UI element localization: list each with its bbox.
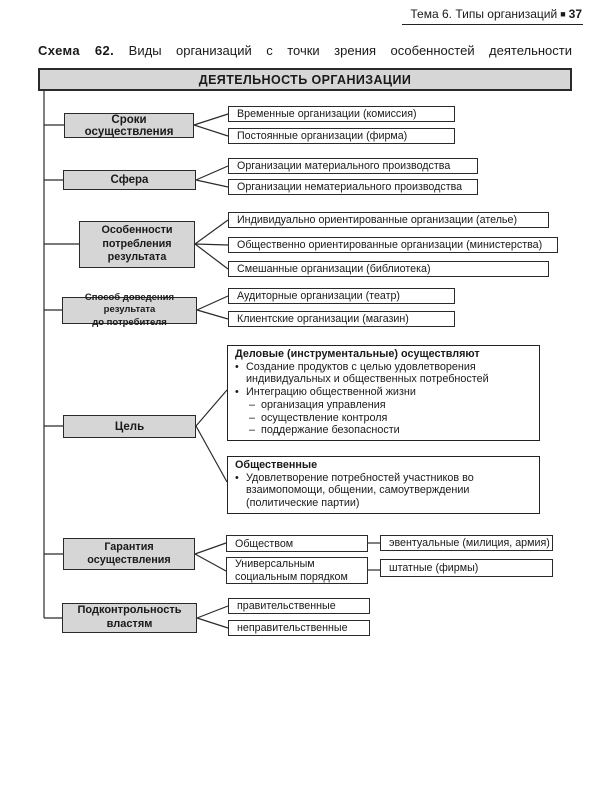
branch-label-garantiya: Гарантия осуществления — [63, 538, 195, 570]
dash-text: осуществление контроля — [261, 411, 388, 424]
item-box: Общественно ориентированные организации (министерства) — [228, 237, 558, 253]
item-box: Обществом — [226, 535, 368, 552]
bullet-line — [235, 361, 531, 386]
item-box: штатные (фирмы) — [380, 559, 553, 577]
bullet-marker: • — [235, 360, 239, 373]
block-heading: Деловые (инструментальные) осуществляют — [235, 348, 480, 360]
bullet-line — [235, 472, 531, 510]
bullet-text: Интеграцию общественной жизни — [246, 386, 416, 399]
dash-text: организация управления — [261, 398, 386, 411]
dash-line — [249, 412, 531, 425]
figure-caption — [38, 43, 572, 58]
running-title: Тема 6. Типы организаций — [410, 7, 558, 21]
item-box: Организации материального производства — [228, 158, 478, 174]
item-box: Постоянные организации (фирма) — [228, 128, 455, 144]
item-box: неправительственные — [228, 620, 370, 636]
goal-block-business — [227, 345, 540, 441]
dash-line — [249, 424, 531, 437]
item-box: Аудиторные организации (театр) — [228, 288, 455, 304]
item-box: Организации нематериального производства — [228, 179, 478, 195]
item-box: Клиентские организации (магазин) — [228, 311, 455, 327]
branch-label-sroki: Сроки осуществления — [64, 113, 194, 138]
branch-label-line: до потребителя — [92, 316, 167, 328]
bullet-line — [235, 386, 531, 399]
item-box: эвентуальные (милиция, армия) — [380, 535, 553, 551]
branch-label-osobennosti: Особенности потребления результата — [79, 221, 195, 268]
figure-caption-label: Схема 62. — [38, 43, 115, 58]
dash-text: поддержание безопасности — [261, 424, 400, 437]
square-bullet-icon: ■ — [560, 9, 566, 19]
block-heading: Общественные — [235, 459, 318, 471]
bullet-marker: • — [235, 386, 239, 399]
goal-block-social — [227, 456, 540, 514]
diagram-root-box: ДЕЯТЕЛЬНОСТЬ ОРГАНИЗАЦИИ — [38, 68, 572, 91]
item-box: правительственные — [228, 598, 370, 614]
bullet-text: Удовлетворение потребностей участников во взаимопомощи, общении, самоутверждении (политические партии) — [246, 471, 474, 510]
branch-label-sposob — [62, 291, 197, 328]
dash-marker: – — [249, 398, 256, 411]
bullet-marker: • — [235, 471, 239, 484]
dash-marker: – — [249, 411, 256, 424]
branch-label-tsel: Цель — [63, 415, 196, 438]
page-number: 37 — [568, 7, 582, 21]
figure-caption-title: Виды организаций с точки зрения особенностей деятельности — [128, 43, 572, 58]
item-box: Универсальным социальным порядком — [226, 557, 368, 584]
item-box: Индивидуально ориентированные организации (ателье) — [228, 212, 549, 228]
branch-label-sfera: Сфера — [63, 170, 196, 190]
item-box: Временные организации (комиссия) — [228, 106, 455, 122]
dash-line — [249, 399, 531, 412]
page-header — [402, 7, 583, 25]
item-box: Смешанные организации (библиотека) — [228, 261, 549, 277]
bullet-text: Создание продуктов с целью удовлетворения индивидуальных и общественных потребностей — [246, 360, 489, 386]
branch-label-podkontrolnost: Подконтрольность властям — [62, 603, 197, 633]
branch-label-line: Способ доведения результата — [84, 291, 175, 316]
dash-marker: – — [249, 424, 256, 437]
